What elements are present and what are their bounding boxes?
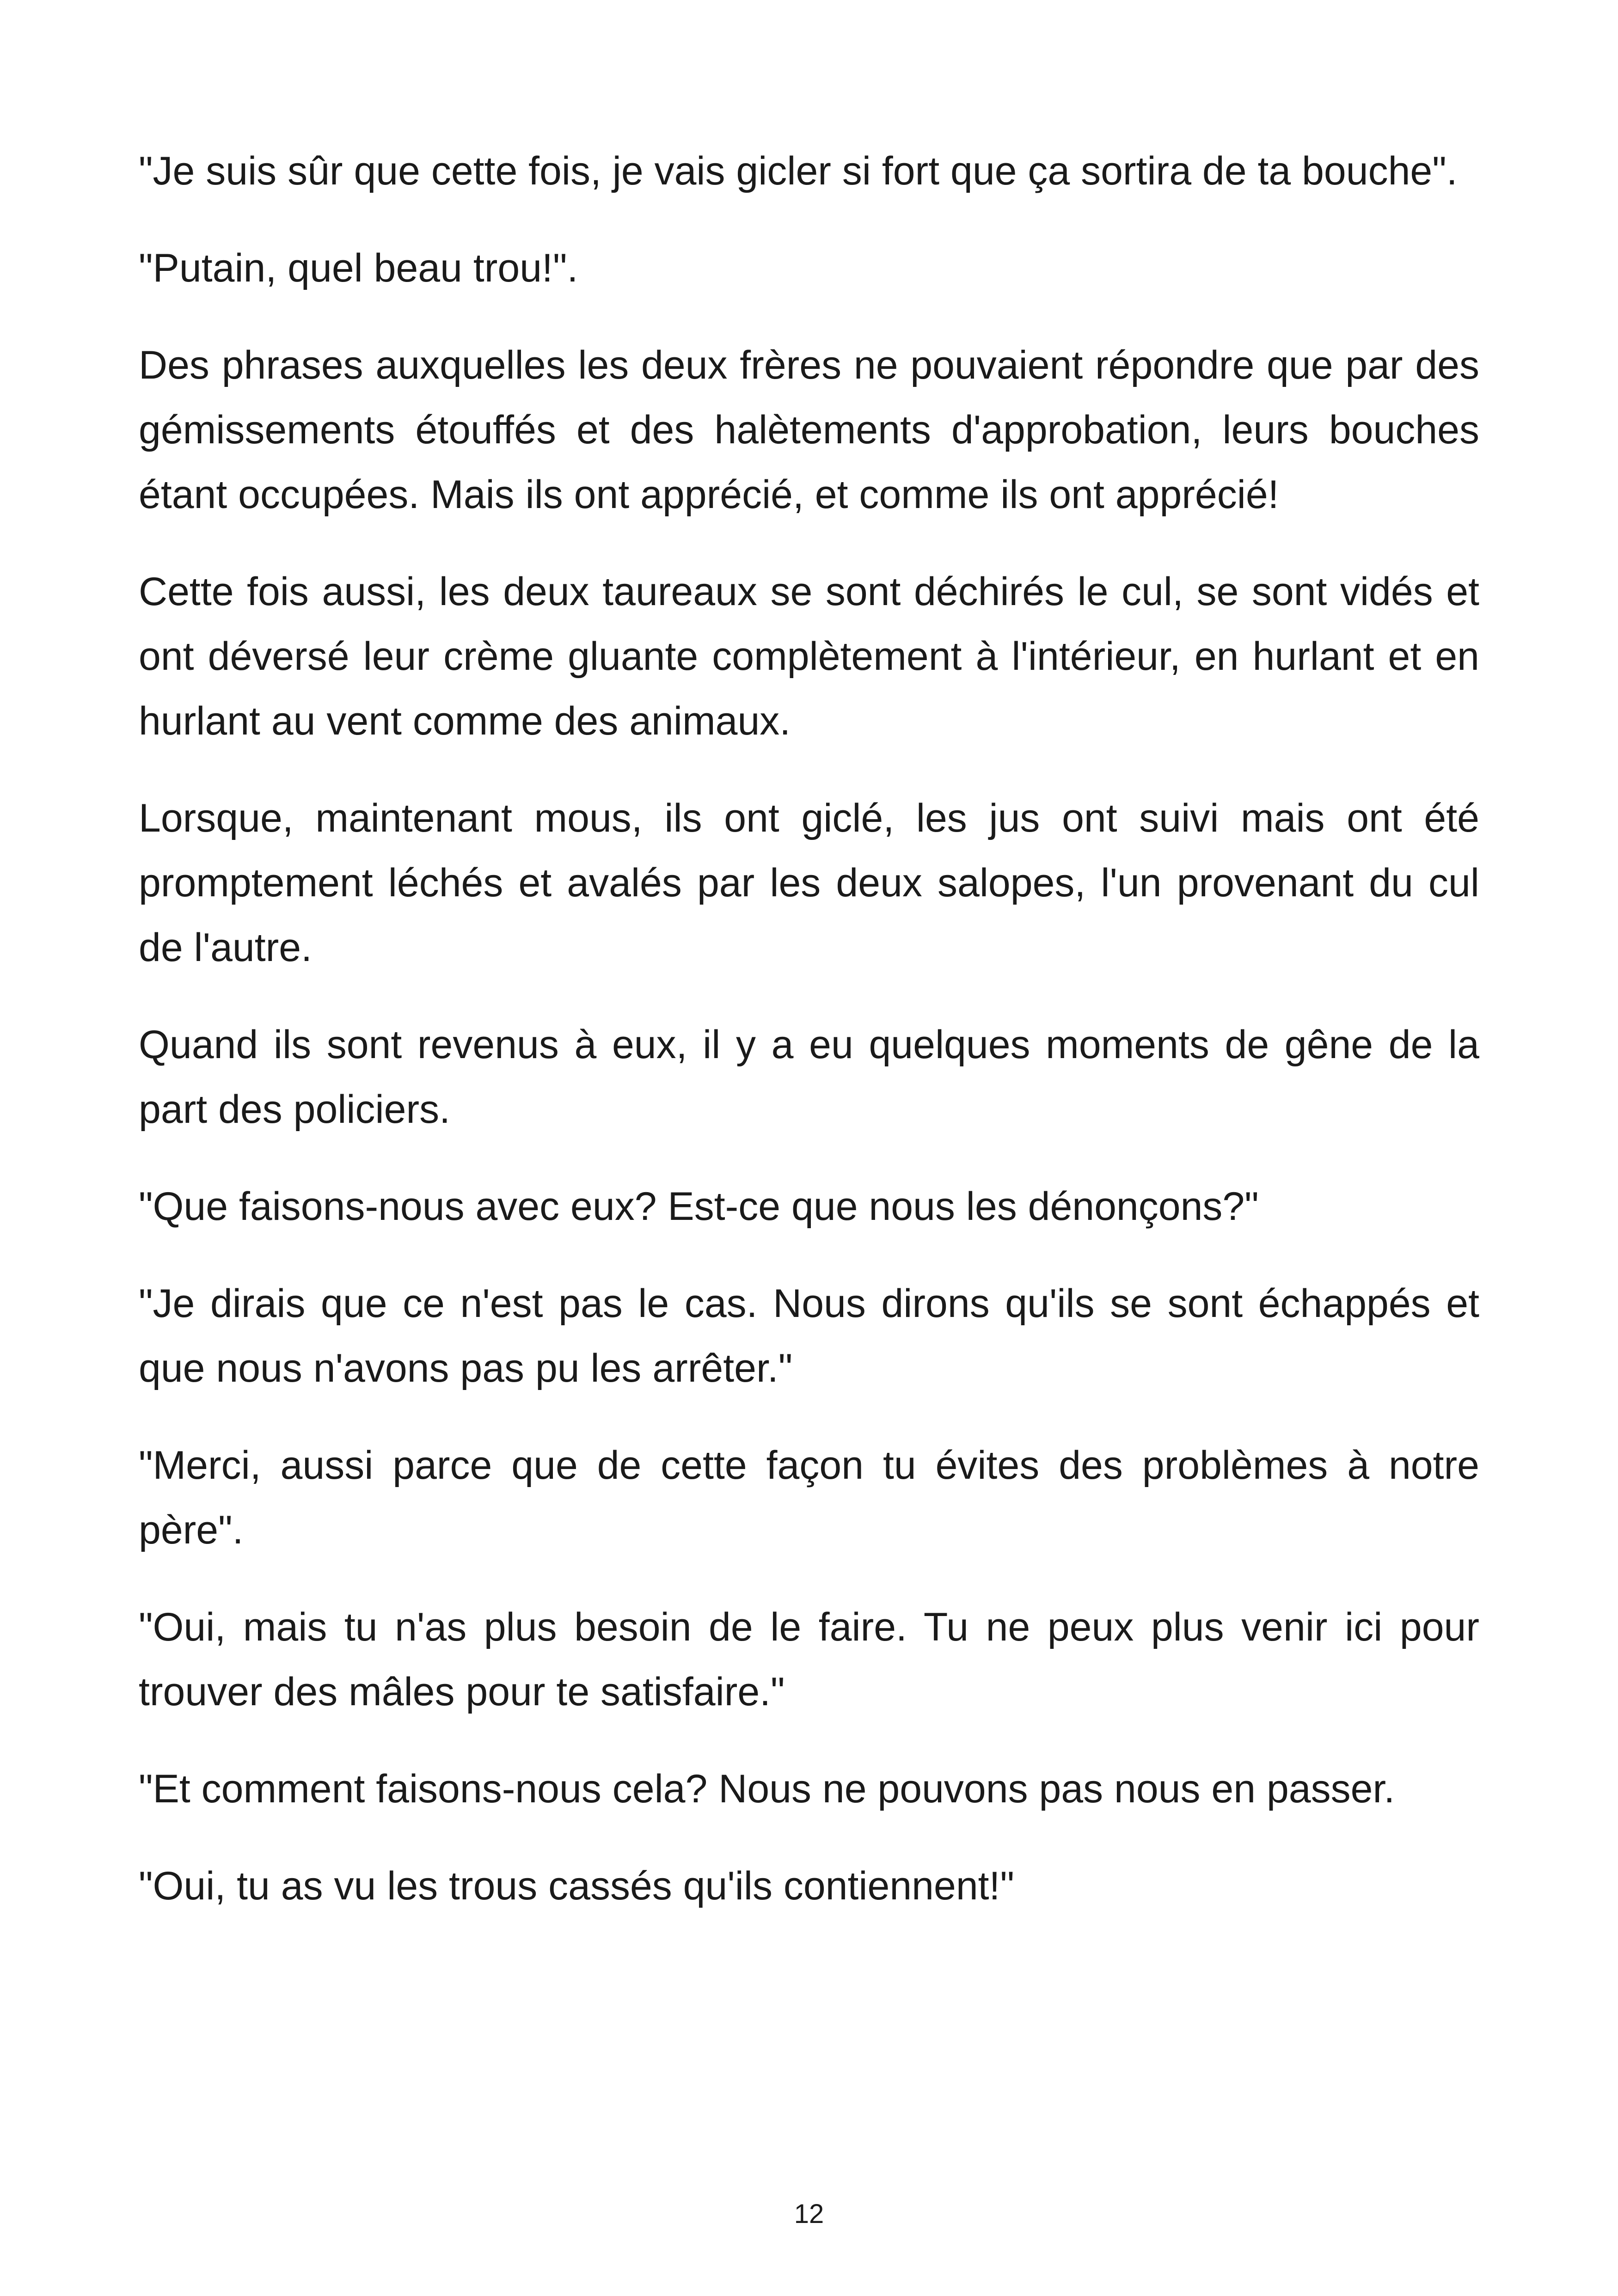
page-number: 12 [794,2199,824,2229]
paragraph: Lorsque, maintenant mous, ils ont giclé, les jus ont suivi mais ont été promptement léchés et avalés par les deux salopes, l'un provenant du cul de l'autre. [139,796,1479,970]
paragraph: "Que faisons-nous avec eux? Est-ce que nous les dénonçons?" [139,1184,1259,1229]
paragraph: "Oui, mais tu n'as plus besoin de le faire. Tu ne peux plus venir ici pour trouver des mâles pour te satisfaire." [139,1605,1479,1714]
body-text [139,139,1479,1951]
paragraph: "Putain, quel beau trou!". [139,246,578,290]
paragraph: Quand ils sont revenus à eux, il y a eu quelques moments de gêne de la part des policiers. [139,1022,1479,1132]
paragraph: "Merci, aussi parce que de cette façon tu évites des problèmes à notre père". [139,1443,1479,1552]
paragraph: "Oui, tu as vu les trous cassés qu'ils contiennent!" [139,1864,1014,1908]
paragraph: Cette fois aussi, les deux taureaux se sont déchirés le cul, se sont vidés et ont déversé leur crème gluante complètement à l'intérieur, en hurlant et en hurlant au vent comme des animaux. [139,569,1479,743]
paragraph: Des phrases auxquelles les deux frères ne pouvaient répondre que par des gémissements étouffés et des halètements d'approbation, leurs bouches étant occupées. Mais ils ont apprécié, et comme ils ont apprécié! [139,343,1479,517]
paragraph: "Je suis sûr que cette fois, je vais gicler si fort que ça sortira de ta bouche". [139,149,1458,193]
paragraph: "Et comment faisons-nous cela? Nous ne pouvons pas nous en passer. [139,1767,1395,1811]
paragraph: "Je dirais que ce n'est pas le cas. Nous dirons qu'ils se sont échappés et que nous n'avons pas pu les arrêter." [139,1281,1479,1390]
